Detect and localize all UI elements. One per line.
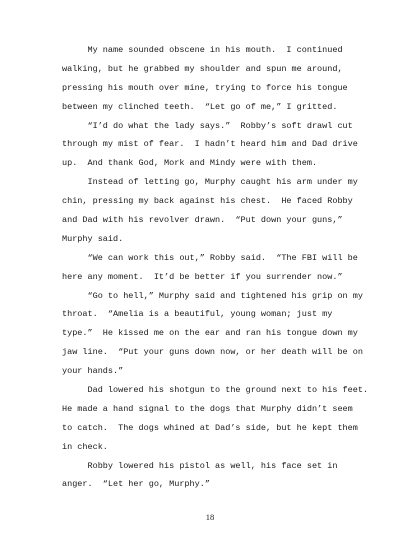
text-line: chin, pressing my back against his chest. He faced Robby [62, 196, 353, 207]
text-line: up. And thank God, Mork and Mindy were with them. [62, 158, 318, 169]
text-line: between my clinched teeth. “Let go of me,” I gritted. [62, 101, 338, 112]
text-line: jaw line. “Put your guns down now, or her death will be on [62, 347, 363, 358]
text-line: walking, but he grabbed my shoulder and spun me around, [62, 63, 343, 74]
text-line: through my mist of fear. I hadn’t heard him and Dad drive [62, 139, 358, 150]
text-line: “Go to hell,” Murphy said and tightened his grip on my [62, 290, 363, 301]
text-line: here any moment. It’d be better if you surrender now.” [62, 271, 343, 282]
text-line: to catch. The dogs whined at Dad’s side, but he kept them [62, 422, 358, 433]
text-line: Dad lowered his shotgun to the ground next to his feet. [62, 385, 369, 396]
text-line: pressing his mouth over mine, trying to force his tongue [62, 82, 348, 93]
text-line: My name sounded obscene in his mouth. I continued [62, 45, 343, 55]
text-line: in check. [62, 441, 108, 452]
text-line: and Dad with his revolver drawn. “Put down your guns,” [62, 215, 343, 226]
text-line: Robby lowered his pistol as well, his face set in [62, 460, 338, 471]
page-number: 18 [205, 512, 215, 522]
text-line: your hands.” [62, 366, 124, 377]
text-line: Instead of letting go, Murphy caught his arm under my [62, 177, 358, 188]
text-line: Murphy said. [62, 233, 124, 244]
body-text [62, 41, 369, 494]
text-line: “I’d do what the lady says.” Robby’s soft drawl cut [62, 120, 353, 131]
text-line: throat. “Amelia is a beautiful, young woman; just my [62, 309, 333, 320]
text-line: anger. “Let her go, Murphy.” [62, 479, 210, 490]
text-line: He made a hand signal to the dogs that Murphy didn’t seem [62, 403, 353, 414]
text-line: “We can work this out,” Robby said. “The FBI will be [62, 252, 358, 263]
text-line: type.” He kissed me on the ear and ran his tongue down my [62, 328, 358, 339]
